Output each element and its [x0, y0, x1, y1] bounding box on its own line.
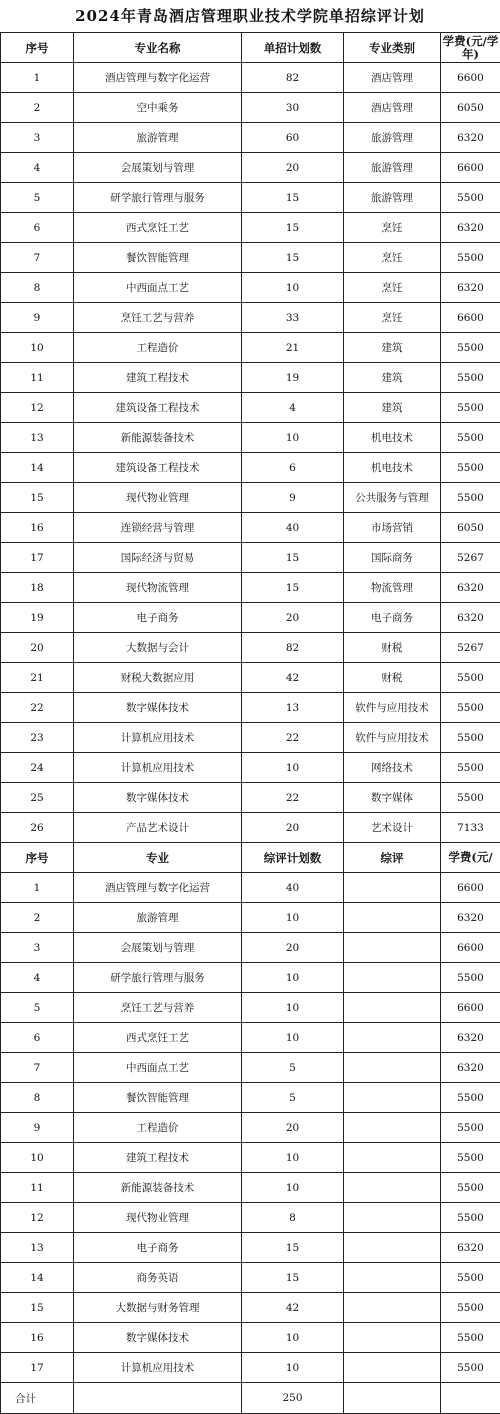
table-row — [1, 363, 500, 393]
cell-major: 计算机应用技术 — [74, 723, 242, 753]
cell-comprehensive — [344, 1083, 441, 1113]
cell-plan-count: 15 — [242, 1263, 344, 1293]
cell-comprehensive — [344, 1113, 441, 1143]
cell-major: 建筑设备工程技术 — [74, 453, 242, 483]
cell-tuition: 5500 — [441, 363, 500, 393]
cell-index: 3 — [1, 123, 74, 153]
cell-plan-count: 42 — [242, 1293, 344, 1323]
cell-index: 5 — [1, 993, 74, 1023]
cell-tuition: 6050 — [441, 513, 500, 543]
total-empty — [441, 1383, 500, 1414]
total-value: 250 — [242, 1383, 344, 1414]
cell-tuition: 6600 — [441, 153, 500, 183]
cell-plan-count: 10 — [242, 1353, 344, 1383]
cell-plan-count: 82 — [242, 633, 344, 663]
cell-tuition: 5500 — [441, 333, 500, 363]
cell-comprehensive — [344, 1143, 441, 1173]
table-row — [1, 1023, 500, 1053]
cell-plan-count: 10 — [242, 1023, 344, 1053]
cell-category: 酒店管理 — [344, 93, 441, 123]
cell-category: 烹饪 — [344, 213, 441, 243]
table-row — [1, 303, 500, 333]
cell-tuition: 6320 — [441, 213, 500, 243]
cell-tuition: 6600 — [441, 873, 500, 903]
cell-index: 17 — [1, 1353, 74, 1383]
cell-category: 电子商务 — [344, 603, 441, 633]
cell-major: 现代物流管理 — [74, 573, 242, 603]
cell-plan-count: 22 — [242, 783, 344, 813]
cell-plan-count: 20 — [242, 153, 344, 183]
table-row — [1, 1323, 500, 1353]
cell-category: 网络技术 — [344, 753, 441, 783]
cell-plan-count: 10 — [242, 993, 344, 1023]
table-row — [1, 213, 500, 243]
cell-index: 1 — [1, 873, 74, 903]
cell-plan-count: 10 — [242, 1323, 344, 1353]
cell-index: 2 — [1, 93, 74, 123]
cell-comprehensive — [344, 1023, 441, 1053]
cell-tuition: 5500 — [441, 243, 500, 273]
cell-index: 13 — [1, 423, 74, 453]
table-row — [1, 63, 500, 93]
cell-index: 10 — [1, 333, 74, 363]
cell-major: 大数据与会计 — [74, 633, 242, 663]
cell-index: 17 — [1, 543, 74, 573]
cell-major: 新能源装备技术 — [74, 423, 242, 453]
table-row — [1, 273, 500, 303]
cell-plan-count: 10 — [242, 1143, 344, 1173]
cell-comprehensive — [344, 1053, 441, 1083]
cell-plan-count: 42 — [242, 663, 344, 693]
cell-major: 餐饮智能管理 — [74, 1083, 242, 1113]
cell-tuition: 7133 — [441, 813, 500, 843]
cell-index: 4 — [1, 153, 74, 183]
total-empty — [344, 1383, 441, 1414]
cell-comprehensive — [344, 1233, 441, 1263]
table-row — [1, 783, 500, 813]
table-row — [1, 1143, 500, 1173]
table-row — [1, 933, 500, 963]
total-label: 合计 — [1, 1383, 74, 1414]
table-row — [1, 453, 500, 483]
cell-tuition: 6320 — [441, 603, 500, 633]
cell-tuition: 5500 — [441, 753, 500, 783]
cell-tuition: 5500 — [441, 423, 500, 453]
cell-index: 19 — [1, 603, 74, 633]
cell-plan-count: 40 — [242, 873, 344, 903]
cell-major: 现代物业管理 — [74, 1203, 242, 1233]
cell-plan-count: 33 — [242, 303, 344, 333]
cell-tuition: 5500 — [441, 393, 500, 423]
cell-major: 国际经济与贸易 — [74, 543, 242, 573]
cell-major: 连锁经营与管理 — [74, 513, 242, 543]
cell-major: 新能源装备技术 — [74, 1173, 242, 1203]
cell-major: 建筑工程技术 — [74, 363, 242, 393]
cell-major: 商务英语 — [74, 1263, 242, 1293]
section2-header-row — [1, 843, 500, 873]
cell-plan-count: 40 — [242, 513, 344, 543]
cell-tuition: 6600 — [441, 303, 500, 333]
cell-category: 财税 — [344, 633, 441, 663]
cell-tuition: 5500 — [441, 1083, 500, 1113]
table-row — [1, 663, 500, 693]
cell-plan-count: 15 — [242, 573, 344, 603]
cell-index: 13 — [1, 1233, 74, 1263]
cell-index: 21 — [1, 663, 74, 693]
cell-index: 23 — [1, 723, 74, 753]
cell-plan-count: 19 — [242, 363, 344, 393]
cell-major: 财税大数据应用 — [74, 663, 242, 693]
table-row — [1, 1113, 500, 1143]
cell-index: 6 — [1, 213, 74, 243]
cell-tuition: 6600 — [441, 63, 500, 93]
table-row — [1, 333, 500, 363]
cell-index: 12 — [1, 393, 74, 423]
cell-major: 中西面点工艺 — [74, 273, 242, 303]
cell-major: 建筑工程技术 — [74, 1143, 242, 1173]
cell-plan-count: 20 — [242, 813, 344, 843]
header-index: 序号 — [1, 33, 74, 63]
table-row — [1, 1353, 500, 1383]
cell-index: 3 — [1, 933, 74, 963]
table-row — [1, 1053, 500, 1083]
cell-tuition: 5267 — [441, 633, 500, 663]
table-row — [1, 93, 500, 123]
cell-plan-count: 15 — [242, 543, 344, 573]
cell-category: 财税 — [344, 663, 441, 693]
cell-plan-count: 6 — [242, 453, 344, 483]
cell-plan-count: 10 — [242, 963, 344, 993]
cell-category: 数字媒体 — [344, 783, 441, 813]
cell-plan-count: 10 — [242, 1173, 344, 1203]
cell-index: 9 — [1, 1113, 74, 1143]
table-row — [1, 1263, 500, 1293]
cell-major: 产品艺术设计 — [74, 813, 242, 843]
cell-category: 建筑 — [344, 393, 441, 423]
table-row — [1, 603, 500, 633]
cell-tuition: 6320 — [441, 903, 500, 933]
cell-tuition: 5500 — [441, 693, 500, 723]
header-major-name: 专业名称 — [74, 33, 242, 63]
table-row — [1, 483, 500, 513]
cell-plan-count: 15 — [242, 213, 344, 243]
cell-major: 工程造价 — [74, 1113, 242, 1143]
cell-index: 8 — [1, 273, 74, 303]
table-row — [1, 723, 500, 753]
table-row — [1, 183, 500, 213]
cell-tuition: 5500 — [441, 183, 500, 213]
cell-plan-count: 10 — [242, 903, 344, 933]
table-row — [1, 513, 500, 543]
cell-major: 旅游管理 — [74, 123, 242, 153]
table-row — [1, 153, 500, 183]
page-title: 2024年青岛酒店管理职业技术学院单招综评计划 — [0, 0, 500, 32]
table-row — [1, 1083, 500, 1113]
cell-plan-count: 15 — [242, 243, 344, 273]
header-category: 专业类别 — [344, 33, 441, 63]
cell-major: 酒店管理与数字化运营 — [74, 873, 242, 903]
cell-category: 建筑 — [344, 363, 441, 393]
cell-major: 餐饮智能管理 — [74, 243, 242, 273]
cell-tuition: 5500 — [441, 1173, 500, 1203]
cell-category: 软件与应用技术 — [344, 693, 441, 723]
table-row — [1, 753, 500, 783]
cell-comprehensive — [344, 1353, 441, 1383]
header-tuition: 学费(元/ — [441, 843, 500, 873]
cell-index: 22 — [1, 693, 74, 723]
cell-plan-count: 20 — [242, 603, 344, 633]
cell-category: 机电技术 — [344, 453, 441, 483]
cell-category: 烹饪 — [344, 273, 441, 303]
cell-major: 数字媒体技术 — [74, 693, 242, 723]
cell-plan-count: 60 — [242, 123, 344, 153]
cell-index: 7 — [1, 243, 74, 273]
cell-major: 建筑设备工程技术 — [74, 393, 242, 423]
cell-plan-count: 82 — [242, 63, 344, 93]
cell-major: 空中乘务 — [74, 93, 242, 123]
header-index: 序号 — [1, 843, 74, 873]
cell-category: 旅游管理 — [344, 153, 441, 183]
cell-category: 公共服务与管理 — [344, 483, 441, 513]
cell-category: 软件与应用技术 — [344, 723, 441, 753]
cell-category: 烹饪 — [344, 303, 441, 333]
cell-major: 计算机应用技术 — [74, 1353, 242, 1383]
table-row — [1, 1233, 500, 1263]
cell-tuition: 5500 — [441, 453, 500, 483]
cell-plan-count: 20 — [242, 933, 344, 963]
cell-tuition: 5500 — [441, 663, 500, 693]
cell-comprehensive — [344, 963, 441, 993]
cell-tuition: 5500 — [441, 1323, 500, 1353]
cell-tuition: 5500 — [441, 1293, 500, 1323]
cell-tuition: 5500 — [441, 1203, 500, 1233]
cell-index: 16 — [1, 513, 74, 543]
cell-comprehensive — [344, 903, 441, 933]
cell-major: 数字媒体技术 — [74, 783, 242, 813]
cell-index: 14 — [1, 453, 74, 483]
cell-tuition: 5500 — [441, 963, 500, 993]
cell-major: 工程造价 — [74, 333, 242, 363]
cell-major: 烹饪工艺与营养 — [74, 993, 242, 1023]
cell-plan-count: 9 — [242, 483, 344, 513]
header-comprehensive: 综评 — [344, 843, 441, 873]
cell-major: 西式烹饪工艺 — [74, 1023, 242, 1053]
cell-tuition: 6320 — [441, 1023, 500, 1053]
cell-comprehensive — [344, 1323, 441, 1353]
cell-major: 研学旅行管理与服务 — [74, 183, 242, 213]
cell-index: 2 — [1, 903, 74, 933]
cell-tuition: 5500 — [441, 1353, 500, 1383]
cell-plan-count: 5 — [242, 1053, 344, 1083]
cell-comprehensive — [344, 933, 441, 963]
cell-major: 电子商务 — [74, 603, 242, 633]
cell-major: 大数据与财务管理 — [74, 1293, 242, 1323]
cell-comprehensive — [344, 1203, 441, 1233]
cell-category: 烹饪 — [344, 243, 441, 273]
cell-tuition: 6600 — [441, 993, 500, 1023]
header-comprehensive-plan: 综评计划数 — [242, 843, 344, 873]
cell-plan-count: 10 — [242, 423, 344, 453]
cell-index: 4 — [1, 963, 74, 993]
cell-index: 15 — [1, 483, 74, 513]
table-row — [1, 243, 500, 273]
cell-index: 1 — [1, 63, 74, 93]
table-row — [1, 993, 500, 1023]
header-tuition: 学费(元/学年) — [441, 33, 500, 63]
cell-plan-count: 21 — [242, 333, 344, 363]
cell-index: 7 — [1, 1053, 74, 1083]
cell-category: 建筑 — [344, 333, 441, 363]
table-row — [1, 873, 500, 903]
table-row — [1, 543, 500, 573]
cell-index: 9 — [1, 303, 74, 333]
cell-major: 研学旅行管理与服务 — [74, 963, 242, 993]
cell-major: 数字媒体技术 — [74, 1323, 242, 1353]
table-row — [1, 1203, 500, 1233]
cell-index: 10 — [1, 1143, 74, 1173]
cell-category: 酒店管理 — [344, 63, 441, 93]
total-empty — [74, 1383, 242, 1414]
cell-comprehensive — [344, 873, 441, 903]
table-row — [1, 1293, 500, 1323]
table-row — [1, 573, 500, 603]
cell-major: 计算机应用技术 — [74, 753, 242, 783]
cell-index: 11 — [1, 363, 74, 393]
cell-major: 中西面点工艺 — [74, 1053, 242, 1083]
cell-tuition: 6320 — [441, 273, 500, 303]
header-single-plan: 单招计划数 — [242, 33, 344, 63]
table-row — [1, 693, 500, 723]
cell-tuition: 5267 — [441, 543, 500, 573]
cell-category: 旅游管理 — [344, 123, 441, 153]
section1-header-row — [1, 33, 500, 63]
cell-tuition: 5500 — [441, 783, 500, 813]
cell-category: 物流管理 — [344, 573, 441, 603]
cell-plan-count: 4 — [242, 393, 344, 423]
cell-tuition: 5500 — [441, 483, 500, 513]
table-row — [1, 813, 500, 843]
cell-index: 12 — [1, 1203, 74, 1233]
cell-major: 现代物业管理 — [74, 483, 242, 513]
cell-category: 旅游管理 — [344, 183, 441, 213]
table-row — [1, 633, 500, 663]
cell-category: 国际商务 — [344, 543, 441, 573]
cell-category: 市场营销 — [344, 513, 441, 543]
cell-plan-count: 8 — [242, 1203, 344, 1233]
cell-index: 25 — [1, 783, 74, 813]
cell-comprehensive — [344, 1293, 441, 1323]
cell-plan-count: 30 — [242, 93, 344, 123]
cell-index: 20 — [1, 633, 74, 663]
cell-index: 15 — [1, 1293, 74, 1323]
cell-plan-count: 20 — [242, 1113, 344, 1143]
cell-index: 26 — [1, 813, 74, 843]
cell-tuition: 6320 — [441, 123, 500, 153]
table-row — [1, 123, 500, 153]
table-row — [1, 903, 500, 933]
table-row — [1, 1173, 500, 1203]
cell-major: 旅游管理 — [74, 903, 242, 933]
cell-plan-count: 22 — [242, 723, 344, 753]
cell-tuition: 6320 — [441, 573, 500, 603]
cell-plan-count: 15 — [242, 1233, 344, 1263]
enrollment-plan-table — [0, 32, 500, 1414]
cell-index: 5 — [1, 183, 74, 213]
cell-index: 8 — [1, 1083, 74, 1113]
cell-plan-count: 10 — [242, 753, 344, 783]
cell-tuition: 6320 — [441, 1053, 500, 1083]
cell-major: 西式烹饪工艺 — [74, 213, 242, 243]
cell-comprehensive — [344, 993, 441, 1023]
cell-index: 24 — [1, 753, 74, 783]
cell-tuition: 5500 — [441, 723, 500, 753]
cell-major: 电子商务 — [74, 1233, 242, 1263]
cell-tuition: 6600 — [441, 933, 500, 963]
cell-major: 会展策划与管理 — [74, 933, 242, 963]
cell-tuition: 6050 — [441, 93, 500, 123]
cell-major: 烹饪工艺与营养 — [74, 303, 242, 333]
cell-index: 11 — [1, 1173, 74, 1203]
total-row — [1, 1383, 500, 1414]
cell-tuition: 6320 — [441, 1233, 500, 1263]
cell-index: 16 — [1, 1323, 74, 1353]
cell-plan-count: 15 — [242, 183, 344, 213]
table-row — [1, 393, 500, 423]
cell-category: 机电技术 — [344, 423, 441, 453]
cell-major: 会展策划与管理 — [74, 153, 242, 183]
cell-category: 艺术设计 — [344, 813, 441, 843]
cell-comprehensive — [344, 1263, 441, 1293]
header-major: 专业 — [74, 843, 242, 873]
table-row — [1, 963, 500, 993]
cell-tuition: 5500 — [441, 1263, 500, 1293]
cell-index: 14 — [1, 1263, 74, 1293]
cell-index: 6 — [1, 1023, 74, 1053]
cell-major: 酒店管理与数字化运营 — [74, 63, 242, 93]
cell-tuition: 5500 — [441, 1113, 500, 1143]
cell-plan-count: 10 — [242, 273, 344, 303]
cell-plan-count: 13 — [242, 693, 344, 723]
cell-comprehensive — [344, 1173, 441, 1203]
table-row — [1, 423, 500, 453]
cell-tuition: 5500 — [441, 1143, 500, 1173]
cell-index: 18 — [1, 573, 74, 603]
cell-plan-count: 5 — [242, 1083, 344, 1113]
